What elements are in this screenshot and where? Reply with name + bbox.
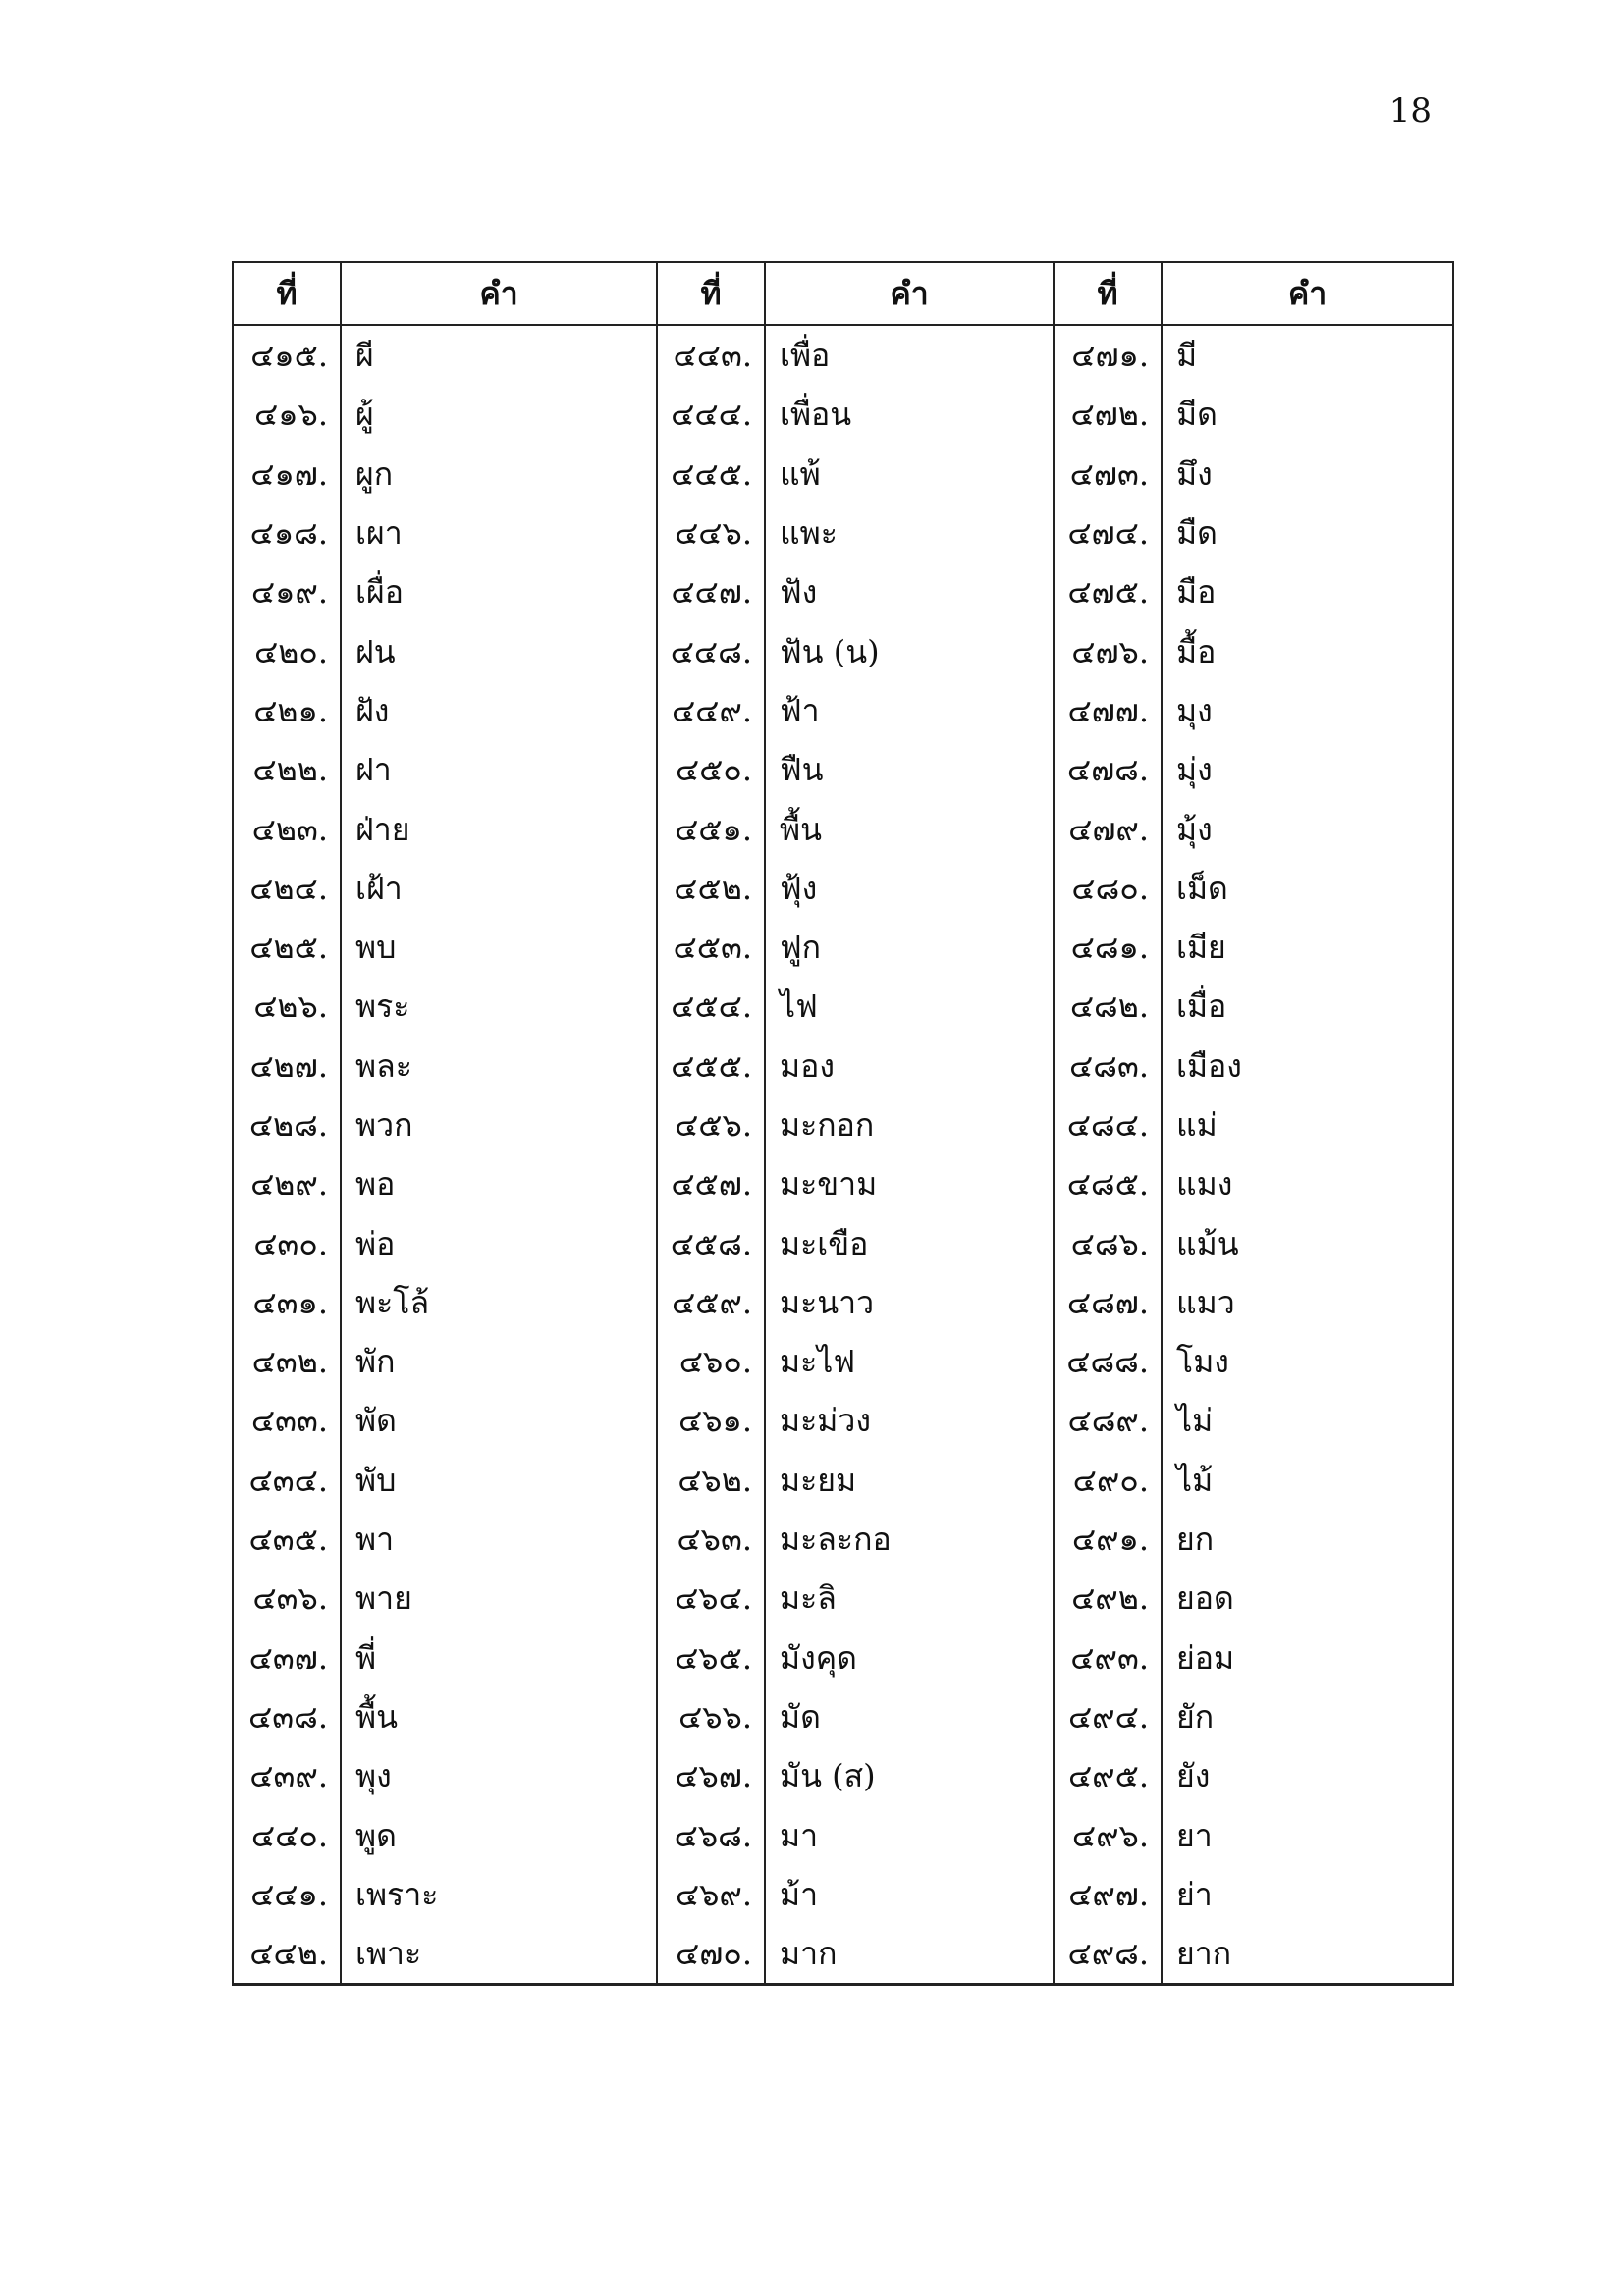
entry-word: เพื่อน bbox=[765, 385, 1054, 444]
entry-word: ฝา bbox=[341, 740, 657, 799]
table-row bbox=[233, 1865, 1453, 1924]
entry-number: ๔๑๕. bbox=[233, 325, 341, 385]
table-row bbox=[233, 1805, 1453, 1864]
entry-number: ๔๔๖. bbox=[657, 504, 765, 562]
entry-word: ผูก bbox=[341, 445, 657, 504]
entry-word: เผื่อ bbox=[341, 562, 657, 621]
entry-number: ๔๖๙. bbox=[657, 1865, 765, 1924]
table-row bbox=[233, 562, 1453, 621]
entry-number: ๔๖๖. bbox=[657, 1687, 765, 1746]
entry-number: ๔๒๕. bbox=[233, 918, 341, 977]
entry-number: ๔๙๕. bbox=[1054, 1746, 1162, 1805]
entry-word: พบ bbox=[341, 918, 657, 977]
entry-number: ๔๖๗. bbox=[657, 1746, 765, 1805]
entry-number: ๔๘๑. bbox=[1054, 918, 1162, 977]
table-row bbox=[233, 859, 1453, 918]
entry-word: มะกอก bbox=[765, 1095, 1054, 1154]
entry-number: ๔๘๓. bbox=[1054, 1037, 1162, 1095]
entry-word: พา bbox=[341, 1510, 657, 1569]
entry-number: ๔๗๓. bbox=[1054, 445, 1162, 504]
entry-word: แมง bbox=[1162, 1154, 1453, 1213]
entry-word: มัด bbox=[765, 1687, 1054, 1746]
entry-word: พื้น bbox=[765, 799, 1054, 858]
entry-word: ยาก bbox=[1162, 1924, 1453, 1985]
entry-number: ๔๙๗. bbox=[1054, 1865, 1162, 1924]
table-row bbox=[233, 918, 1453, 977]
entry-number: ๔๕๑. bbox=[657, 799, 765, 858]
entry-number: ๔๗๗. bbox=[1054, 681, 1162, 740]
entry-number: ๔๑๖. bbox=[233, 385, 341, 444]
entry-word: พุง bbox=[341, 1746, 657, 1805]
table-row bbox=[233, 681, 1453, 740]
entry-number: ๔๓๒. bbox=[233, 1332, 341, 1391]
entry-number: ๔๔๗. bbox=[657, 562, 765, 621]
entry-number: ๔๕๕. bbox=[657, 1037, 765, 1095]
entry-number: ๔๘๔. bbox=[1054, 1095, 1162, 1154]
entry-number: ๔๓๔. bbox=[233, 1451, 341, 1510]
entry-word: แม่ bbox=[1162, 1095, 1453, 1154]
entry-number: ๔๒๗. bbox=[233, 1037, 341, 1095]
table-row bbox=[233, 1687, 1453, 1746]
table-row bbox=[233, 740, 1453, 799]
header-word-2: คำ bbox=[765, 262, 1054, 325]
entry-word: เมื่อ bbox=[1162, 977, 1453, 1036]
entry-word: ยก bbox=[1162, 1510, 1453, 1569]
entry-word: ฟัน (น) bbox=[765, 621, 1054, 680]
header-word-1: คำ bbox=[341, 262, 657, 325]
entry-number: ๔๔๔. bbox=[657, 385, 765, 444]
table-row bbox=[233, 1037, 1453, 1095]
entry-word: มืด bbox=[1162, 504, 1453, 562]
entry-word: เพื่อ bbox=[765, 325, 1054, 385]
entry-word: เมีย bbox=[1162, 918, 1453, 977]
entry-word: พระ bbox=[341, 977, 657, 1036]
entry-word: พัก bbox=[341, 1332, 657, 1391]
entry-number: ๔๙๐. bbox=[1054, 1451, 1162, 1510]
entry-number: ๔๙๔. bbox=[1054, 1687, 1162, 1746]
entry-number: ๔๗๔. bbox=[1054, 504, 1162, 562]
entry-number: ๔๓๘. bbox=[233, 1687, 341, 1746]
entry-number: ๔๖๐. bbox=[657, 1332, 765, 1391]
entry-number: ๔๓๑. bbox=[233, 1273, 341, 1332]
entry-word: ฟุ้ง bbox=[765, 859, 1054, 918]
entry-number: ๔๑๗. bbox=[233, 445, 341, 504]
entry-number: ๔๔๙. bbox=[657, 681, 765, 740]
entry-number: ๔๑๙. bbox=[233, 562, 341, 621]
entry-word: มีด bbox=[1162, 385, 1453, 444]
entry-number: ๔๘๙. bbox=[1054, 1391, 1162, 1450]
entry-number: ๔๕๗. bbox=[657, 1154, 765, 1213]
entry-number: ๔๒๖. bbox=[233, 977, 341, 1036]
entry-word: เพาะ bbox=[341, 1924, 657, 1985]
entry-number: ๔๗๕. bbox=[1054, 562, 1162, 621]
entry-word: แพ้ bbox=[765, 445, 1054, 504]
table-row bbox=[233, 1154, 1453, 1213]
entry-word: พาย bbox=[341, 1569, 657, 1628]
word-list-table bbox=[232, 261, 1454, 1986]
entry-number: ๔๘๗. bbox=[1054, 1273, 1162, 1332]
entry-number: ๔๓๕. bbox=[233, 1510, 341, 1569]
entry-number: ๔๙๒. bbox=[1054, 1569, 1162, 1628]
entry-word: มา bbox=[765, 1805, 1054, 1864]
entry-word: มอง bbox=[765, 1037, 1054, 1095]
entry-number: ๔๖๕. bbox=[657, 1629, 765, 1687]
table-row bbox=[233, 1451, 1453, 1510]
entry-word: พวก bbox=[341, 1095, 657, 1154]
entry-number: ๔๔๕. bbox=[657, 445, 765, 504]
entry-word: ม้า bbox=[765, 1865, 1054, 1924]
entry-word: มังคุด bbox=[765, 1629, 1054, 1687]
table-row bbox=[233, 1095, 1453, 1154]
entry-number: ๔๔๓. bbox=[657, 325, 765, 385]
entry-word: พ่อ bbox=[341, 1213, 657, 1272]
entry-word: เม็ด bbox=[1162, 859, 1453, 918]
page-number: 18 bbox=[1388, 91, 1432, 131]
entry-word: พี่ bbox=[341, 1629, 657, 1687]
entry-word: ไม่ bbox=[1162, 1391, 1453, 1450]
table-row bbox=[233, 799, 1453, 858]
entry-word: พละ bbox=[341, 1037, 657, 1095]
entry-word: เพราะ bbox=[341, 1865, 657, 1924]
entry-word: ไฟ bbox=[765, 977, 1054, 1036]
entry-word: มะยม bbox=[765, 1451, 1054, 1510]
entry-word: มะนาว bbox=[765, 1273, 1054, 1332]
entry-number: ๔๗๑. bbox=[1054, 325, 1162, 385]
entry-number: ๔๘๘. bbox=[1054, 1332, 1162, 1391]
entry-number: ๔๖๑. bbox=[657, 1391, 765, 1450]
entry-word: ผี bbox=[341, 325, 657, 385]
entry-word: พับ bbox=[341, 1451, 657, 1510]
entry-number: ๔๙๘. bbox=[1054, 1924, 1162, 1985]
entry-number: ๔๗๘. bbox=[1054, 740, 1162, 799]
table-row bbox=[233, 385, 1453, 444]
table-row bbox=[233, 504, 1453, 562]
entry-number: ๔๘๒. bbox=[1054, 977, 1162, 1036]
table-row bbox=[233, 1273, 1453, 1332]
entry-word: ย่อม bbox=[1162, 1629, 1453, 1687]
entry-word: มาก bbox=[765, 1924, 1054, 1985]
entry-number: ๔๔๘. bbox=[657, 621, 765, 680]
entry-word: เมือง bbox=[1162, 1037, 1453, 1095]
entry-word: ยัก bbox=[1162, 1687, 1453, 1746]
entry-number: ๔๕๔. bbox=[657, 977, 765, 1036]
entry-word: ย่า bbox=[1162, 1865, 1453, 1924]
entry-number: ๔๓๖. bbox=[233, 1569, 341, 1628]
entry-number: ๔๕๓. bbox=[657, 918, 765, 977]
table-body bbox=[233, 325, 1453, 1985]
entry-word: มะลิ bbox=[765, 1569, 1054, 1628]
entry-number: ๔๔๐. bbox=[233, 1805, 341, 1864]
entry-word: ยา bbox=[1162, 1805, 1453, 1864]
entry-word: แพะ bbox=[765, 504, 1054, 562]
entry-word: ผู้ bbox=[341, 385, 657, 444]
entry-number: ๔๖๒. bbox=[657, 1451, 765, 1510]
entry-word: แม้น bbox=[1162, 1213, 1453, 1272]
entry-word: มะละกอ bbox=[765, 1510, 1054, 1569]
entry-number: ๔๒๐. bbox=[233, 621, 341, 680]
table-row bbox=[233, 1391, 1453, 1450]
entry-word: ฝน bbox=[341, 621, 657, 680]
entry-number: ๔๗๐. bbox=[657, 1924, 765, 1985]
header-number-1: ที่ bbox=[233, 262, 341, 325]
entry-number: ๔๕๙. bbox=[657, 1273, 765, 1332]
entry-number: ๔๘๕. bbox=[1054, 1154, 1162, 1213]
table-row bbox=[233, 1629, 1453, 1687]
table-row bbox=[233, 445, 1453, 504]
entry-word: ฟืน bbox=[765, 740, 1054, 799]
entry-number: ๔๕๒. bbox=[657, 859, 765, 918]
entry-number: ๔๘๐. bbox=[1054, 859, 1162, 918]
entry-word: มะขาม bbox=[765, 1154, 1054, 1213]
entry-number: ๔๒๓. bbox=[233, 799, 341, 858]
header-number-2: ที่ bbox=[657, 262, 765, 325]
entry-number: ๔๔๒. bbox=[233, 1924, 341, 1985]
table-row bbox=[233, 1924, 1453, 1985]
entry-word: เผา bbox=[341, 504, 657, 562]
table-row bbox=[233, 621, 1453, 680]
entry-number: ๔๒๙. bbox=[233, 1154, 341, 1213]
entry-word: มุ้ง bbox=[1162, 799, 1453, 858]
entry-number: ๔๑๘. bbox=[233, 504, 341, 562]
entry-word: มือ bbox=[1162, 562, 1453, 621]
entry-number: ๔๖๔. bbox=[657, 1569, 765, 1628]
entry-word: พื้น bbox=[341, 1687, 657, 1746]
entry-number: ๔๙๑. bbox=[1054, 1510, 1162, 1569]
header-number-3: ที่ bbox=[1054, 262, 1162, 325]
entry-word: เฝ้า bbox=[341, 859, 657, 918]
entry-number: ๔๕๘. bbox=[657, 1213, 765, 1272]
entry-number: ๔๖๓. bbox=[657, 1510, 765, 1569]
entry-number: ๔๓๓. bbox=[233, 1391, 341, 1450]
entry-word: ฟ้า bbox=[765, 681, 1054, 740]
entry-word: มึง bbox=[1162, 445, 1453, 504]
entry-word: พอ bbox=[341, 1154, 657, 1213]
entry-number: ๔๒๒. bbox=[233, 740, 341, 799]
entry-number: ๔๗๙. bbox=[1054, 799, 1162, 858]
entry-number: ๔๙๓. bbox=[1054, 1629, 1162, 1687]
table-row bbox=[233, 1569, 1453, 1628]
entry-number: ๔๔๑. bbox=[233, 1865, 341, 1924]
entry-number: ๔๙๖. bbox=[1054, 1805, 1162, 1864]
entry-number: ๔๒๘. bbox=[233, 1095, 341, 1154]
entry-word: ฟูก bbox=[765, 918, 1054, 977]
entry-number: ๔๒๑. bbox=[233, 681, 341, 740]
entry-number: ๔๕๐. bbox=[657, 740, 765, 799]
entry-number: ๔๒๔. bbox=[233, 859, 341, 918]
entry-word: ยัง bbox=[1162, 1746, 1453, 1805]
entry-word: ฝ่าย bbox=[341, 799, 657, 858]
entry-word: มี bbox=[1162, 325, 1453, 385]
entry-number: ๔๖๘. bbox=[657, 1805, 765, 1864]
table-header-row bbox=[233, 262, 1453, 325]
entry-number: ๔๓๙. bbox=[233, 1746, 341, 1805]
entry-word: มัน (ส) bbox=[765, 1746, 1054, 1805]
entry-word: ยอด bbox=[1162, 1569, 1453, 1628]
entry-word: มะเขือ bbox=[765, 1213, 1054, 1272]
entry-word: ฟัง bbox=[765, 562, 1054, 621]
header-word-3: คำ bbox=[1162, 262, 1453, 325]
table-row bbox=[233, 1332, 1453, 1391]
entry-word: ไม้ bbox=[1162, 1451, 1453, 1510]
entry-number: ๔๗๒. bbox=[1054, 385, 1162, 444]
entry-word: พูด bbox=[341, 1805, 657, 1864]
entry-number: ๔๓๗. bbox=[233, 1629, 341, 1687]
entry-number: ๔๘๖. bbox=[1054, 1213, 1162, 1272]
entry-word: มื้อ bbox=[1162, 621, 1453, 680]
entry-word: มุง bbox=[1162, 681, 1453, 740]
table-row bbox=[233, 977, 1453, 1036]
entry-number: ๔๗๖. bbox=[1054, 621, 1162, 680]
table-row bbox=[233, 325, 1453, 385]
table-row bbox=[233, 1746, 1453, 1805]
entry-word: มะไฟ bbox=[765, 1332, 1054, 1391]
entry-word: พะโล้ bbox=[341, 1273, 657, 1332]
entry-word: แมว bbox=[1162, 1273, 1453, 1332]
entry-number: ๔๓๐. bbox=[233, 1213, 341, 1272]
table-row bbox=[233, 1510, 1453, 1569]
entry-word: มุ่ง bbox=[1162, 740, 1453, 799]
entry-number: ๔๕๖. bbox=[657, 1095, 765, 1154]
table-row bbox=[233, 1213, 1453, 1272]
entry-word: โมง bbox=[1162, 1332, 1453, 1391]
entry-word: พัด bbox=[341, 1391, 657, 1450]
entry-word: ฝัง bbox=[341, 681, 657, 740]
entry-word: มะม่วง bbox=[765, 1391, 1054, 1450]
